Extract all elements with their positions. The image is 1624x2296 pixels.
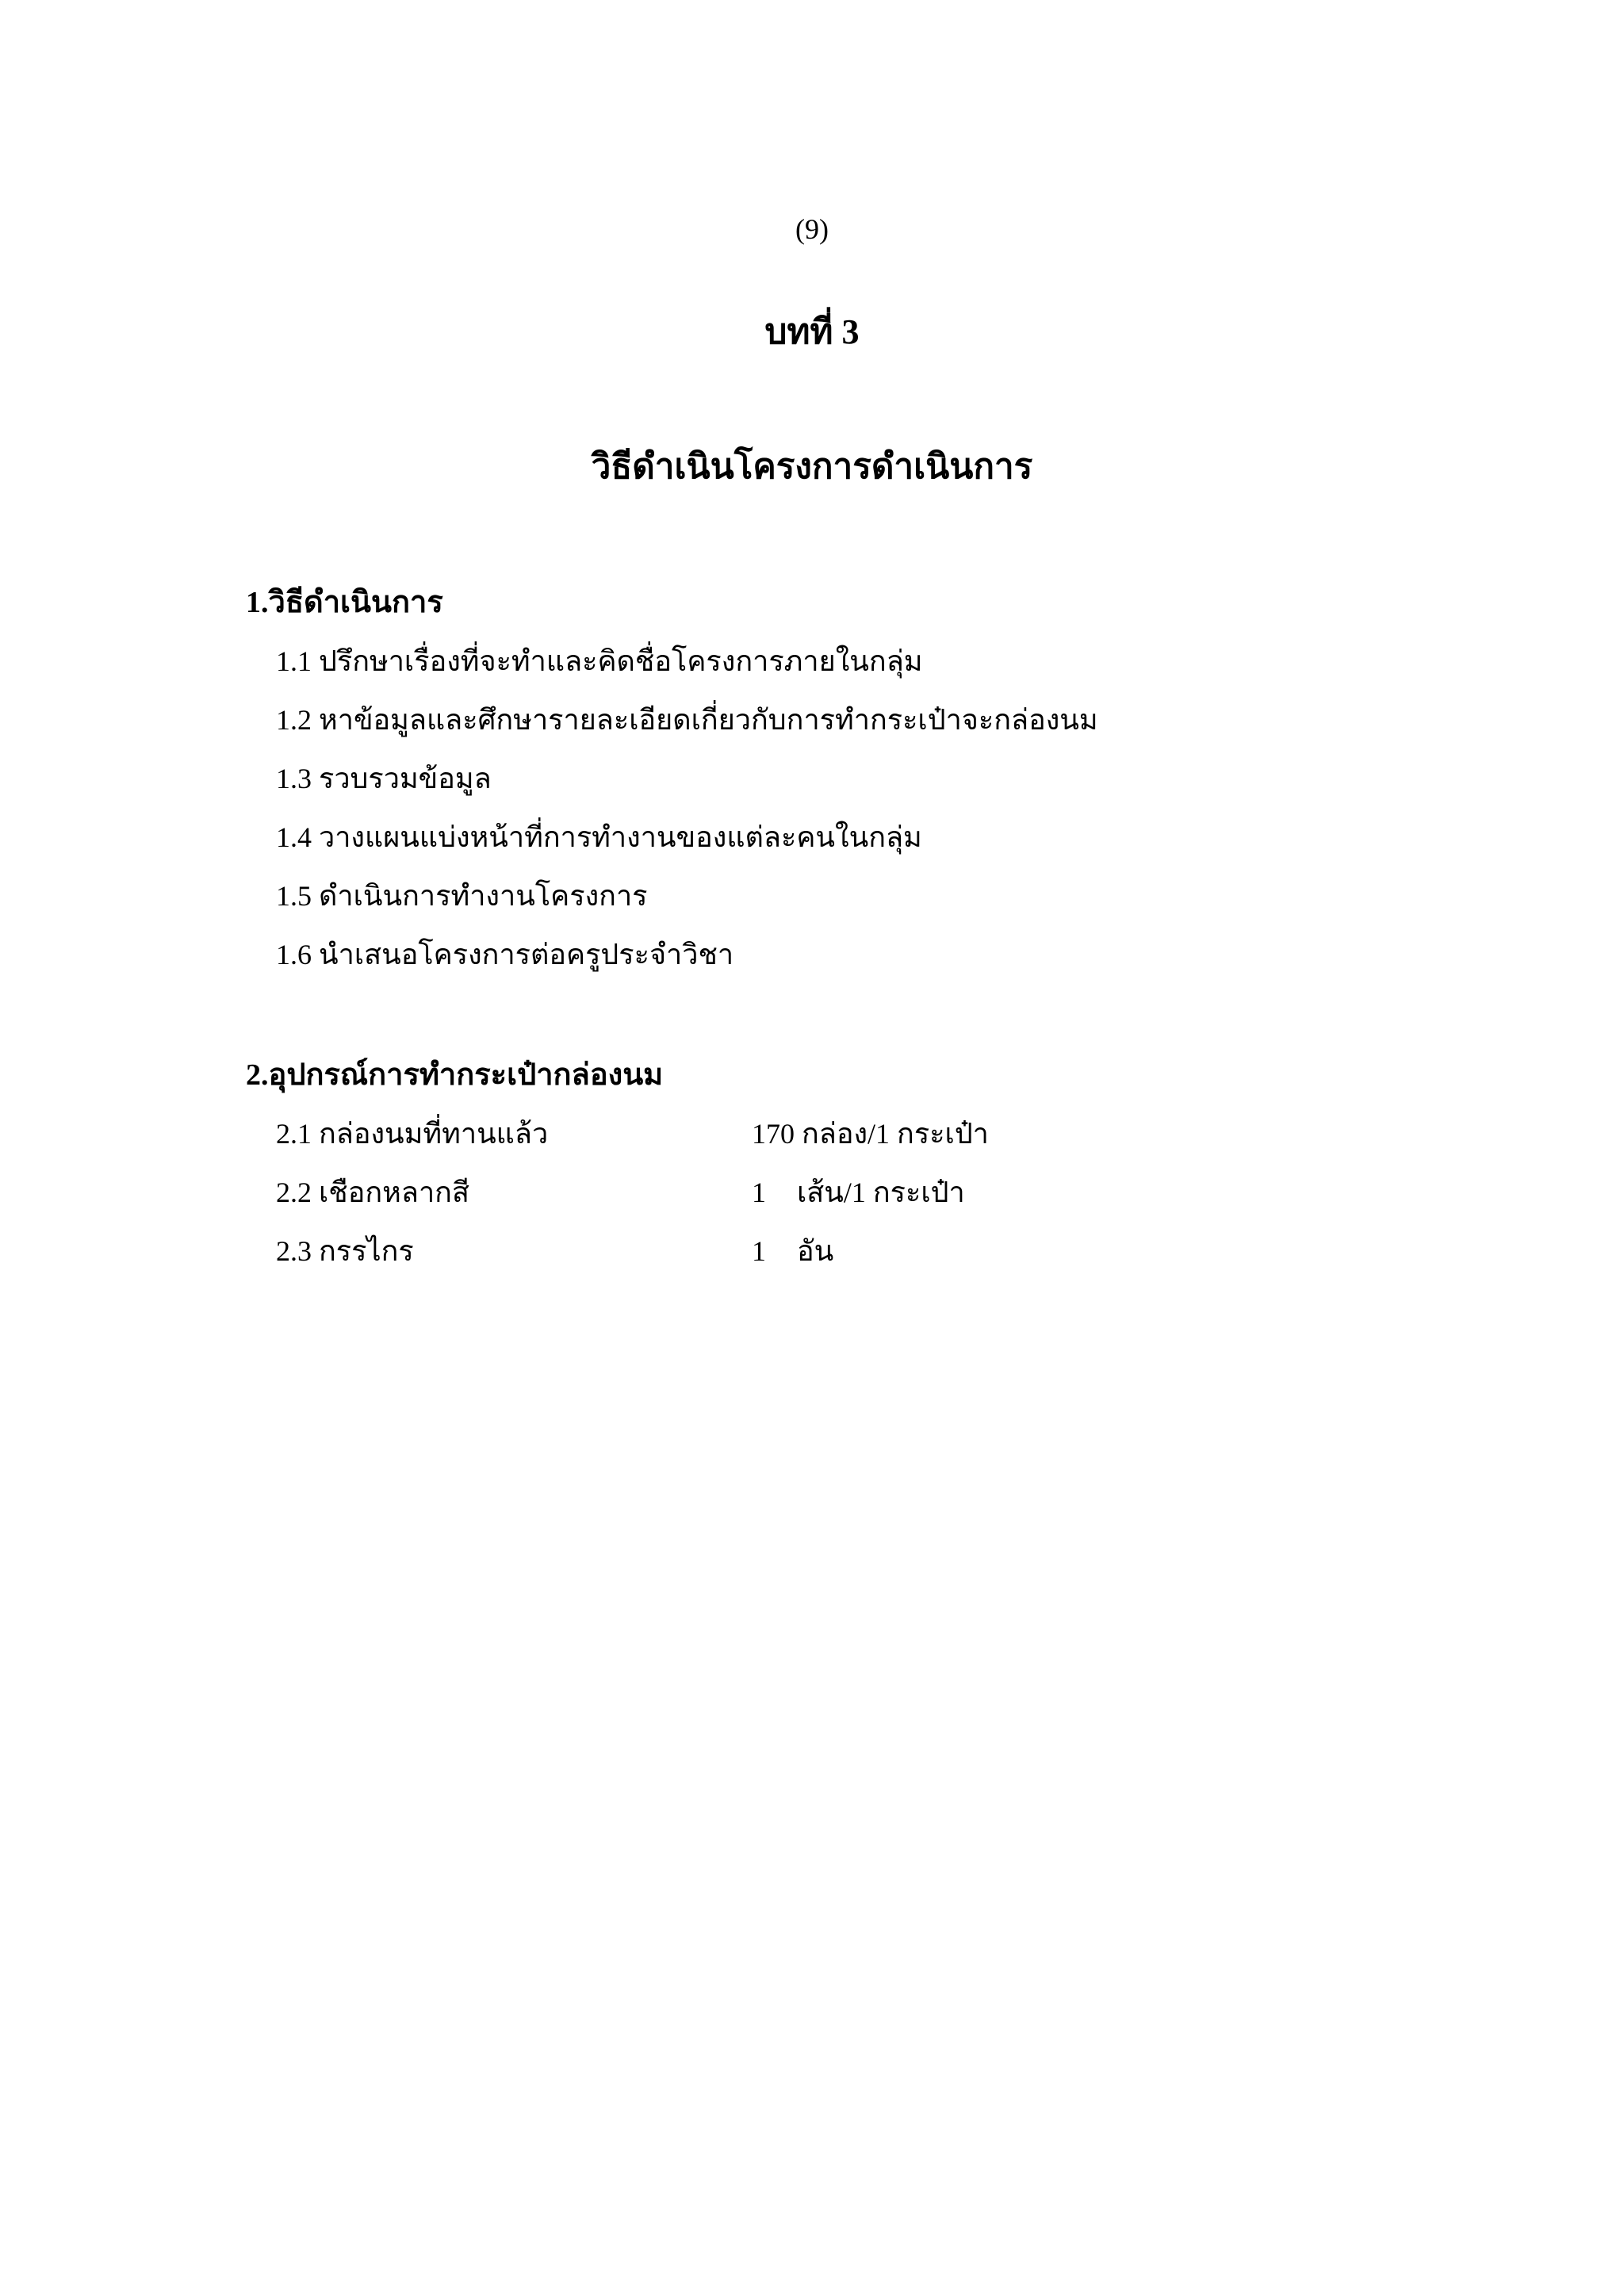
list-item: 1.4 วางแผนแบ่งหน้าที่การทำงานของแต่ละคนในกลุ่ม: [276, 821, 922, 853]
list-item: 1.3 รวบรวมข้อมูล: [276, 763, 492, 794]
section-heading: 2.อุปกรณ์การทำกระเป๋ากล่องนม: [246, 1058, 664, 1092]
section-equipment: [246, 1053, 1435, 1288]
equipment-row: [246, 1170, 1435, 1215]
document-title: วิธีดำเนินโครงการดำเนินการ: [591, 447, 1033, 486]
quantity-number: 1: [752, 1177, 766, 1208]
quantity-unit: กล่อง/1 กระเป๋า: [802, 1118, 989, 1150]
quantity-unit: เส้น/1 กระเป๋า: [797, 1177, 965, 1208]
equipment-name: 2.3 กรรไกร: [276, 1235, 414, 1267]
equipment-row: [246, 1229, 1435, 1273]
quantity-number: 1: [752, 1235, 766, 1267]
quantity-unit: อัน: [797, 1235, 834, 1267]
list-item: 1.1 ปรึกษาเรื่องที่จะทำและคิดชื่อโครงการภายในกลุ่ม: [276, 645, 923, 677]
equipment-quantity: [752, 1170, 965, 1215]
equipment-quantity: [752, 1112, 989, 1156]
quantity-number: 170: [752, 1118, 795, 1150]
page-number: (9): [795, 213, 829, 245]
equipment-name: 2.1 กล่องนมที่ทานแล้ว: [276, 1118, 549, 1150]
section-procedure: [246, 580, 1435, 991]
list-item: 1.2 หาข้อมูลและศึกษารายละเอียดเกี่ยวกับการทำกระเป๋าจะกล่องนม: [276, 704, 1098, 736]
section-heading: 1.วิธีดำเนินการ: [246, 586, 443, 619]
chapter-heading: บทที่ 3: [764, 312, 860, 351]
equipment-quantity: [752, 1229, 833, 1273]
equipment-name: 2.2 เชือกหลากสี: [276, 1177, 469, 1208]
list-item: 1.6 นำเสนอโครงการต่อครูประจำวิชา: [276, 939, 734, 970]
list-item: 1.5 ดำเนินการทำงานโครงการ: [276, 880, 648, 912]
equipment-row: [246, 1112, 1435, 1156]
